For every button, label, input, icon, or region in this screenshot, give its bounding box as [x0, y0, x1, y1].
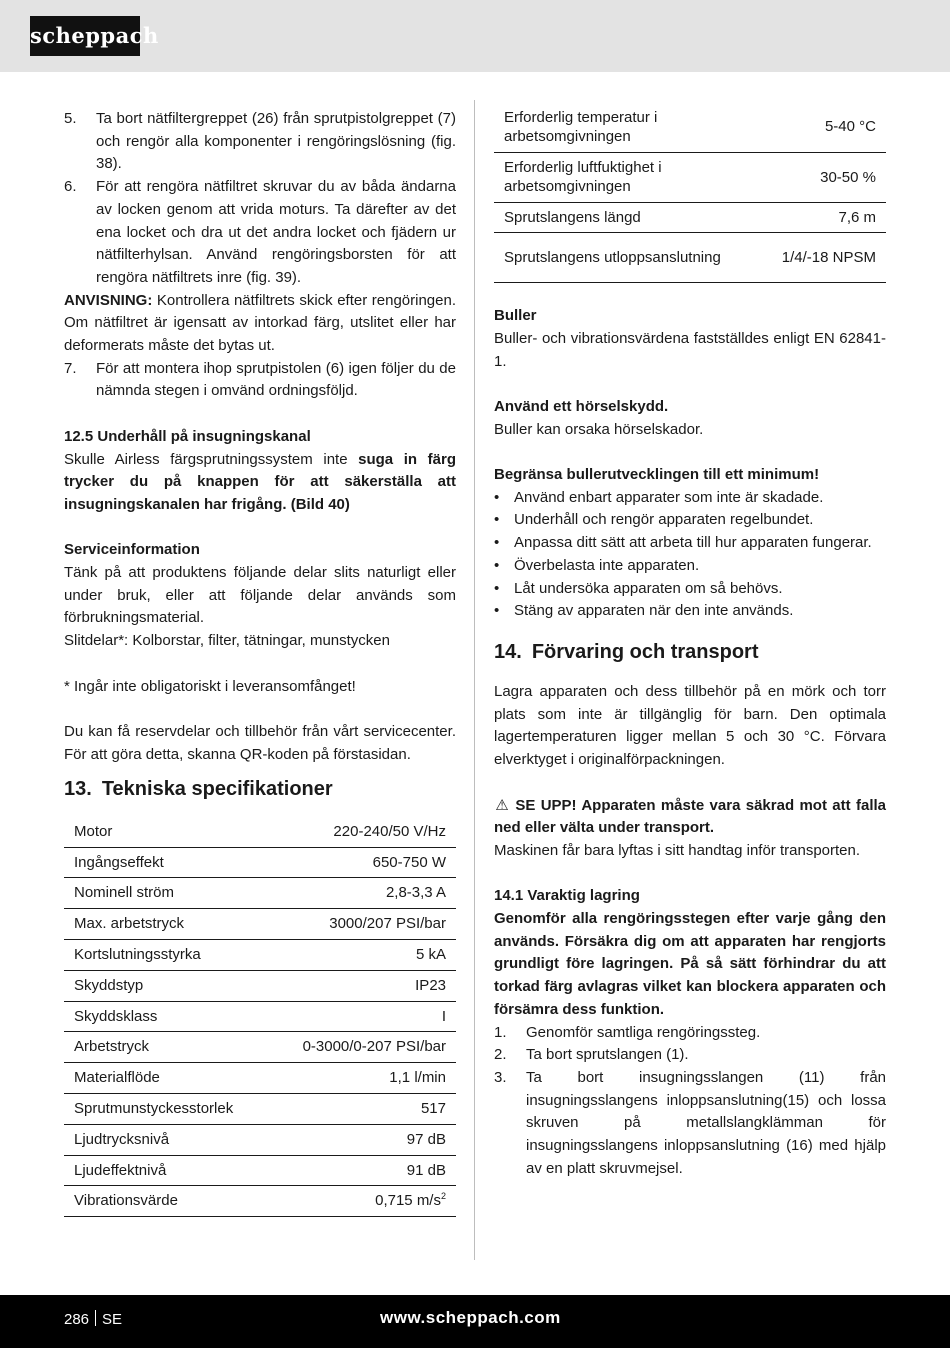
spec-value: 1/4/-18 NPSM — [772, 232, 886, 282]
spec-label: Arbetstryck — [64, 1032, 269, 1063]
spec-row — [64, 816, 456, 847]
step-number: 2. — [494, 1046, 507, 1064]
spec-value: IP23 — [269, 970, 456, 1001]
list-item — [494, 578, 886, 601]
footer-bar — [0, 1295, 950, 1348]
spare-parts-text: Du kan få reservdelar och tillbehör från vårt servicecenter. För att göra detta, skanna QR-koden på förstasidan. — [64, 722, 456, 763]
noise-text: Buller- och vibrationsvärdena fastställdes enligt EN 62841-1. — [494, 329, 886, 370]
spec-value: 220-240/50 V/Hz — [269, 816, 456, 847]
step-number: 1. — [494, 1023, 507, 1041]
spec-row — [494, 232, 886, 282]
section-12-5-title: 12.5 Underhåll på insugningskanal — [64, 427, 311, 445]
spec-label: Sprutslangens längd — [494, 202, 772, 232]
hearing-title: Använd ett hörselskydd. — [494, 397, 669, 415]
right-column — [494, 102, 886, 1180]
step-6: 6. För att rengöra nätfiltret skruvar du av båda ändarna av locken genom att vrida moturs. Ta därefter av det ena locket och dra ut det andra locket och fjädern ur nätfilterhylsan. Använd rengöringsborsten för att rengöra nätfiltrets inre (fig. 39). — [64, 178, 456, 286]
spec-row — [494, 102, 886, 152]
spec-label: Kortslutningsstyrka — [64, 940, 269, 971]
section-13-heading: 13. Tekniska specifikationer — [64, 778, 333, 801]
spec-value: 5 kA — [269, 940, 456, 971]
list-item-text: Använd enbart apparater som inte är skadade. — [514, 488, 824, 506]
note-paragraph: ANVISNING: Kontrollera nätfiltrets skick efter rengöringen. Om nätfiltret är igensatt av intorkad färg, utslitet eller har deformerats måste det bytas ut. — [64, 291, 456, 355]
warning-icon: ⚠ — [495, 796, 509, 814]
spec-label: Nominell ström — [64, 878, 269, 909]
page-indicator: 286 SE — [64, 1311, 123, 1328]
wear-parts: Slitdelar*: Kolborstar, filter, tätningar, munstycken — [64, 632, 390, 650]
carry-text: Maskinen får bara lyftas i sitt handtag inför transporten. — [494, 841, 861, 859]
spec-label: Skyddstyp — [64, 970, 269, 1001]
list-item — [494, 555, 886, 578]
footnote: * Ingår inte obligatoriskt i leveransomfånget! — [64, 677, 356, 695]
section-14-1-title: 14.1 Varaktig lagring — [494, 887, 640, 905]
noise-title: Buller — [494, 307, 537, 325]
spec-label: Erforderlig luftfuktighet i arbetsomgivningen — [494, 152, 772, 202]
bullet-marker: • — [494, 488, 500, 506]
scheppach-logo: scheppach — [30, 16, 140, 56]
spec-table-continued — [494, 102, 886, 283]
spec-row — [64, 1032, 456, 1063]
spec-label: Skyddsklass — [64, 1001, 269, 1032]
limit-noise-title: Begränsa bullerutvecklingen till ett minimum! — [494, 466, 820, 484]
spec-row — [494, 202, 886, 232]
list-item — [494, 487, 886, 510]
spec-row — [64, 1001, 456, 1032]
spec-value: 30-50 % — [772, 152, 886, 202]
list-item — [494, 532, 886, 555]
step-number: 3. — [494, 1068, 507, 1086]
storage-text: Lagra apparaten och dess tillbehör på en mörk och torr plats som inte är tillgänglig för barn. Den optimala lagertemperaturen ligger mellan 5 och 30 °C. Förvara elverktyget i originalförpackningen. — [494, 683, 886, 769]
spec-label: Max. arbetstryck — [64, 909, 269, 940]
list-item-text: Överbelasta inte apparaten. — [514, 556, 700, 574]
storage-step — [494, 1067, 886, 1181]
spec-label: Materialflöde — [64, 1063, 269, 1094]
spec-row — [64, 847, 456, 878]
spec-table — [64, 816, 456, 1217]
spec-row — [64, 1094, 456, 1125]
service-info-text: Tänk på att produktens följande delar slits naturligt eller under bruk, eller att följande delar används som förbrukningsmaterial. — [64, 564, 456, 627]
bullet-marker: • — [494, 556, 500, 574]
spec-label: Sprutmunstyckesstorlek — [64, 1094, 269, 1125]
step-text: Ta bort sprutslangen (1). — [526, 1046, 689, 1064]
spec-label: Sprutslangens utloppsanslutning — [494, 232, 772, 282]
spec-value: 2,8-3,3 A — [269, 878, 456, 909]
header-bar — [0, 0, 950, 72]
spec-label: Ljudeffektnivå — [64, 1155, 269, 1186]
spec-row — [64, 1155, 456, 1186]
spec-row-vibration — [64, 1186, 456, 1217]
spec-value: 650-750 W — [269, 847, 456, 878]
spec-value: 0-3000/0-207 PSI/bar — [269, 1032, 456, 1063]
list-item-text: Anpassa ditt sätt att arbeta till hur apparaten fungerar. — [514, 534, 872, 552]
spec-row — [64, 970, 456, 1001]
section-14-heading: 14. Förvaring och transport — [494, 641, 759, 663]
column-divider — [474, 100, 475, 1260]
spec-label: Ljudtrycksnivå — [64, 1124, 269, 1155]
spec-row — [64, 1063, 456, 1094]
spec-value: 7,6 m — [772, 202, 886, 232]
spec-value: 517 — [269, 1094, 456, 1125]
spec-value: 5-40 °C — [772, 102, 886, 152]
spec-row — [494, 152, 886, 202]
step-5: 5. Ta bort nätfiltergreppet (26) från sprutpistolgreppet (7) och rengör alla komponenter i rengöringslösning (fig. 38). — [64, 110, 456, 173]
list-item — [494, 600, 886, 623]
noise-bullet-list — [494, 487, 886, 623]
bullet-marker: • — [494, 602, 500, 620]
spec-label: Erforderlig temperatur i arbetsomgivningen — [494, 102, 772, 152]
spec-row — [64, 909, 456, 940]
spec-value: 91 dB — [269, 1155, 456, 1186]
step-text: Ta bort insugningsslangen (11) från insugningsslangens inloppsanslutning(15) och lossa skruven på metallslangklämman för insugningsslangens inloppsanslutning (16) med hjälp av en platt skruvmejsel. — [526, 1068, 886, 1177]
list-item-text: Stäng av apparaten när den inte används. — [514, 602, 794, 620]
spec-label: Ingångseffekt — [64, 847, 269, 878]
spec-row — [64, 1124, 456, 1155]
spec-row — [64, 878, 456, 909]
list-item — [494, 509, 886, 532]
caution-text: ⚠ SE UPP! Apparaten måste vara säkrad mot att falla ned eller välta under transport. — [494, 796, 886, 837]
spec-value: 0,715 $m/s^2$ — [269, 1186, 456, 1217]
spec-label: Motor — [64, 816, 269, 847]
list-item-text: Låt undersöka apparaten om så behövs. — [514, 579, 783, 597]
service-info-title: Serviceinformation — [64, 541, 200, 559]
step-text: Genomför samtliga rengöringssteg. — [526, 1023, 761, 1041]
bullet-marker: • — [494, 534, 500, 552]
step-7: 7. För att montera ihop sprutpistolen (6) igen följer du de nämnda stegen i omvänd ordningsföljd. — [64, 359, 456, 400]
spec-value: 97 dB — [269, 1124, 456, 1155]
spec-value: 3000/207 PSI/bar — [269, 909, 456, 940]
storage-step-list — [494, 1022, 886, 1181]
section-14-1-text: Genomför alla rengöringsstegen efter varje gång den används. Försäkra dig om att apparaten har rengjorts grundligt före lagringen. På så sätt förhindrar du att torkad färg avlagras vilket kan blockera apparaten och försämra dess funktion. — [494, 910, 886, 1018]
bullet-marker: • — [494, 579, 500, 597]
spec-value: 1,1 l/min — [269, 1063, 456, 1094]
bullet-marker: • — [494, 511, 500, 529]
section-12-5-text: Skulle Airless färgsprutningssystem inte suga in färg trycker du på knappen för att säkerställa att insugningskanalen har frigång. (Bild 40) — [64, 450, 456, 513]
storage-step — [494, 1044, 886, 1067]
spec-label: Vibrationsvärde — [64, 1186, 269, 1217]
list-item-text: Underhåll och rengör apparaten regelbundet. — [514, 511, 814, 529]
website-link[interactable]: www.scheppach.com — [380, 1308, 561, 1327]
spec-value: I — [269, 1001, 456, 1032]
spec-row — [64, 940, 456, 971]
hearing-text: Buller kan orsaka hörselskador. — [494, 420, 704, 438]
storage-step — [494, 1022, 886, 1045]
left-column — [64, 108, 456, 1217]
